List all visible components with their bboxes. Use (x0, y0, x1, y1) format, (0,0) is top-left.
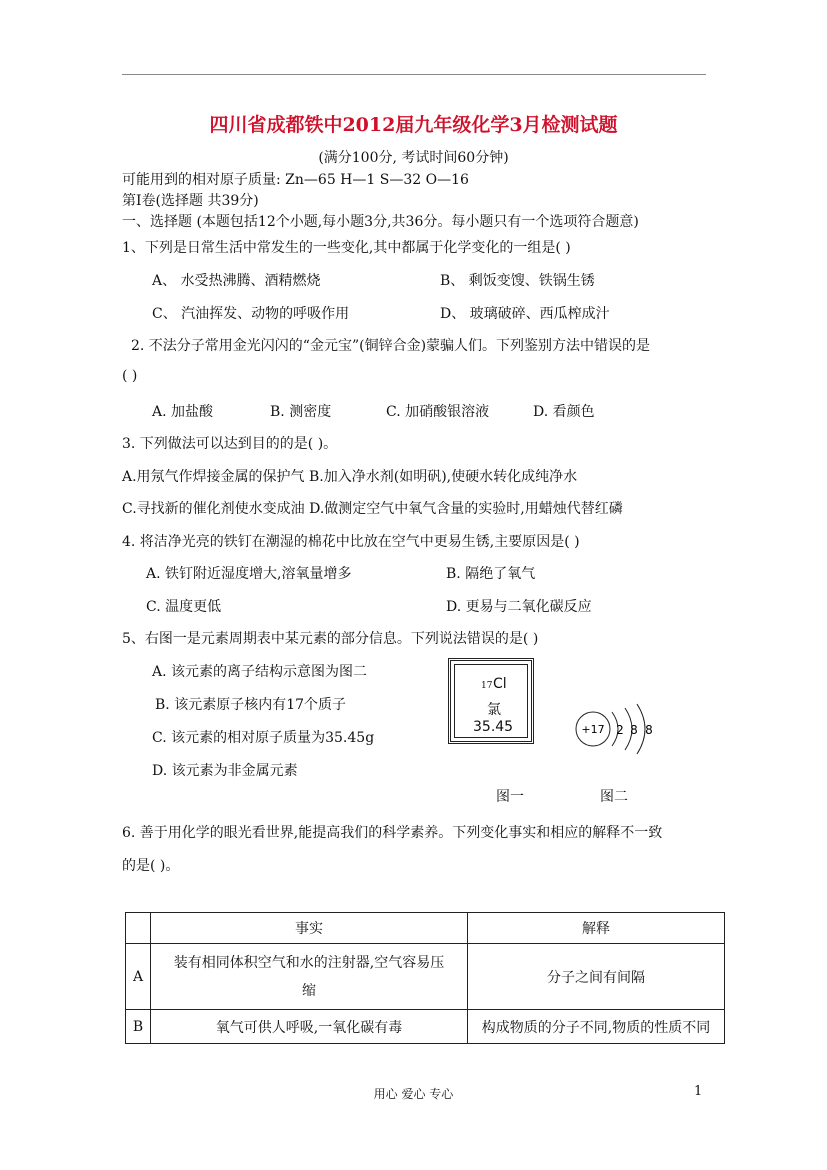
table-row (126, 944, 725, 1010)
question-5-option-b: B. 该元素原子核内有17个质子 (155, 697, 347, 713)
page-title: 四川省成都铁中2012届九年级化学3月检测试题 (209, 114, 618, 136)
header-rule (122, 74, 706, 75)
element-symbol: Cl (493, 676, 507, 692)
electron-shell-1-count: 2 (616, 723, 624, 737)
table-header-cell: 解释 (468, 913, 725, 944)
question-3-options-ab: A.用氖气作焊接金属的保护气 B.加入净水剂(如明矾),使硬水转化成纯净水 (122, 469, 578, 485)
table-explanation-cell: 构成物质的分子不同,物质的性质不同 (468, 1010, 725, 1044)
table-fact-cell (151, 944, 468, 1010)
question-2-option-d: D. 看颜色 (533, 404, 595, 420)
fact-line: 装有相同体积空气和水的注射器,空气容易压 (173, 954, 445, 971)
question-5-stem: 5、右图一是元素周期表中某元素的部分信息。下列说法错误的是( ) (122, 631, 539, 647)
atomic-mass: 35.45 (473, 719, 514, 735)
table-row-label: B (126, 1010, 151, 1044)
question-1-option-a: A、 水受热沸腾、酒精燃烧 (152, 273, 321, 289)
figure-2-label: 图二 (600, 789, 628, 805)
electron-shell-2-count: 8 (630, 723, 638, 737)
atomic-number: 17 (481, 681, 493, 691)
question-2-option-b: B. 测密度 (270, 404, 332, 420)
question-5-option-a: A. 该元素的离子结构示意图为图二 (152, 664, 368, 680)
question-2-option-a: A. 加盐酸 (152, 404, 214, 420)
question-5-option-c: C. 该元素的相对原子质量为35.45g (152, 730, 375, 746)
table-fact-cell: 氧气可供人呼吸,一氧化碳有毒 (151, 1010, 468, 1044)
element-name: 氯 (487, 702, 501, 718)
question-4-option-b: B. 隔绝了氧气 (446, 566, 536, 582)
table-header-cell (126, 913, 151, 944)
electron-shell-3-arc (637, 704, 645, 754)
question-1-stem: 1、下列是日常生活中常发生的一些变化,其中都属于化学变化的一组是( ) (122, 240, 571, 256)
question-1-option-c: C、 汽油挥发、动物的呼吸作用 (152, 306, 350, 322)
question-6-stem-line-2: 的是( )。 (122, 858, 180, 874)
ion-structure-diagram (568, 700, 668, 762)
question-4-option-d: D. 更易与二氧化碳反应 (446, 599, 592, 615)
footer-motto: 用心 爱心 专心 (373, 1087, 454, 1101)
question-2-stem: 2. 不法分子常用金光闪闪的“金元宝”(铜锌合金)蒙骗人们。下列鉴别方法中错误的是 (131, 338, 651, 354)
table-row (126, 1010, 725, 1044)
atomic-masses-line: 可能用到的相对原子质量: Zn—65 H—1 S—32 O—16 (122, 172, 469, 188)
figure-1-label: 图一 (496, 789, 524, 805)
volume-heading: 第Ⅰ卷(选择题 共39分) (122, 193, 259, 209)
question-3-options-cd: C.寻找新的催化剂使水变成油 D.做测定空气中氧气含量的实验时,用蜡烛代替红磷 (122, 501, 623, 517)
question-5-option-d: D. 该元素为非金属元素 (152, 763, 298, 779)
question-4-option-c: C. 温度更低 (146, 599, 222, 615)
fact-line: 缩 (302, 982, 316, 999)
question-4-stem: 4. 将洁净光亮的铁钉在潮湿的棉花中比放在空气中更易生锈,主要原因是( ) (122, 534, 580, 550)
question-2-option-c: C. 加硝酸银溶液 (386, 404, 490, 420)
section-heading: 一、选择题 (本题包括12个小题,每小题3分,共36分。每小题只有一个选项符合题意) (122, 214, 639, 230)
element-card-inner (454, 664, 528, 738)
facts-table (125, 912, 725, 1044)
page-number: 1 (694, 1084, 703, 1099)
table-row-label: A (126, 944, 151, 1010)
table-explanation-cell: 分子之间有间隔 (468, 944, 725, 1010)
table-header-row (126, 913, 725, 944)
exam-info: (满分100分, 考试时间60分钟) (318, 150, 509, 166)
question-1-option-b: B、 剩饭变馊、铁锅生锈 (440, 273, 595, 289)
electron-shell-3-count: 8 (645, 723, 653, 737)
question-6-stem-line-1: 6. 善于用化学的眼光看世界,能提高我们的科学素养。下列变化事实和相应的解释不一致 (122, 825, 663, 841)
question-2-answer-paren: ( ) (122, 368, 138, 384)
nucleus-charge: +17 (581, 723, 605, 736)
question-3-stem: 3. 下列做法可以达到目的的是( )。 (122, 436, 338, 452)
question-4-option-a: A. 铁钉附近湿度增大,溶氧量增多 (146, 566, 352, 582)
table-header-cell: 事实 (151, 913, 468, 944)
question-1-option-d: D、 玻璃破碎、西瓜榨成汁 (440, 306, 610, 322)
element-card (448, 658, 534, 744)
